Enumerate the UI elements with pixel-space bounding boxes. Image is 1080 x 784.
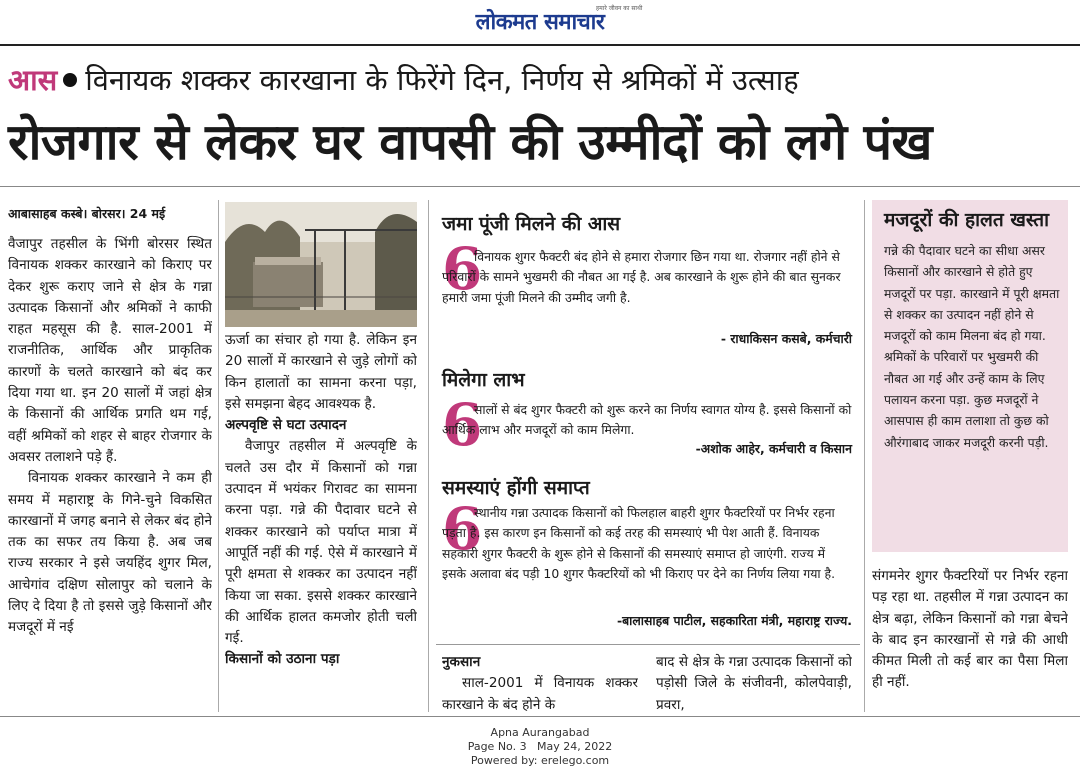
column-divider [864,200,865,712]
column-2 [225,330,417,712]
quote-attribution: - राधाकिसन कसबे, कर्मचारी [720,331,852,346]
kicker-tag: आस [8,63,58,97]
sidebar-text: गन्ने की पैदावार घटने का सीधा असर किसानों और कारखाने से होते हुए मजदूरों पर पड़ा. कारखाने में पूरी क्षमता से शक्कर का उत्पादन नहीं होने से मजदूरों को काम मिलना बंद हो गया. श्रमिकों के परिवारों पर भुखमरी की नौबत आ गई और उन्हें काम के लिए पलायन करना पड़ा. कुछ मजदूरों ने आसपास ही काम तलाशा तो कुछ को औरंगाबाद जाकर मजदूरी करनी पड़ी. [884,243,1060,450]
nuksan-continued [656,652,852,712]
quote-text: स्थानीय गन्ना उत्पादक किसानों को फिलहाल बाहरी शुगर फैक्टरियों पर निर्भर रहना पड़ता है. इस कारण इन किसानों को कई तरह की समस्याएं भी पेश आती हैं. विनायक सहकारी शुगर फैक्टरी के शुरू होने से किसानों की समस्याएं समाप्त हो जाएंगी. राज्य में इसके अलावा बंद पड़ी 10 शुगर फैक्टरियों को भी किराए पर देने का निर्णय लिया गया है. [442,505,836,582]
section-heading: समस्याएं होंगी समाप्त [442,477,590,499]
column-1 [8,234,212,712]
factory-photo [225,202,417,327]
article-paragraph: साल-2001 में विनायक शक्कर कारखाने के बंद होने के [442,675,638,712]
quote-icon: 6 [442,235,483,303]
quote-text: सालों से बंद शुगर फैक्टरी को शुरू करने का निर्णय स्वागत योग्य है. इससे किसानों को आर्थिक लाभ और मजदूरों को काम मिलेगा. [442,402,852,438]
section-heading: जमा पूंजी मिलने की आस [442,213,621,235]
quote-icon: 6 [442,391,483,459]
bottom-rule [0,716,1080,717]
bullet-icon [63,73,77,87]
article-paragraph: बाद से क्षेत्र के गन्ना उत्पादक किसानों को पड़ोसी जिले के संजीवनी, कोलपेवाड़ी, प्रवरा, [656,654,852,712]
column-divider [428,200,429,712]
footer-powered-by: Powered by: erelego.com [470,754,610,767]
logo-tagline: हमारे जीवन का साथी [596,5,643,12]
column-divider [218,200,219,712]
top-rule [0,44,1080,46]
col2-subheading: किसानों को उठाना पड़ा [225,651,340,668]
headline: रोजगार से लेकर घर वापसी की उम्मीदों को लगे पंख [8,113,932,171]
nuksan-block [442,652,638,712]
article-paragraph: ऊर्जा का संचार हो गया है. लेकिन इन 20 सालों में कारखाने से जुड़े लोगों को किन हालातों का सामना करना पड़ा, इसे समझना बेहद आवश्यक है. [225,332,417,412]
headline-rule [0,186,1080,187]
quote-text: विनायक शुगर फैक्टरी बंद होने से हमारा रोजगार छिन गया था. रोजगार नहीं होने से परिवारों के सामने भुखमरी की नौबत आ गई है. अब कारखाने के शुरू होने की बात सुनकर हमारी जमा पूंजी मिलने की उम्मीद जगी है. [442,249,841,305]
sidebar-box [872,200,1068,552]
footer-edition: Apna Aurangabad [490,726,590,739]
column-4-bottom [872,566,1068,712]
article-paragraph: संगमनेर शुगर फैक्टरियों पर निर्भर रहना पड़ रहा था. तहसील में गन्ना उत्पादन का क्षेत्र बढ़ा, लेकिन किसानों को गन्ना बेचने के बाद इन कारखानों से गन्ने की आधी कीमत मिली तो कई बार का पैसा मिला ही नहीं. [872,568,1068,691]
dateline: आबासाहब कस्बे। बोरसर। 24 मई [8,206,166,221]
page-footer [0,726,1080,768]
section-rule [436,644,860,645]
quote-attribution: -अशोक आहेर, कर्मचारी व किसान [695,441,852,456]
quote-icon: 6 [442,495,483,563]
col2-subheading: अल्पवृष्टि से घटा उत्पादन [225,417,347,434]
section-heading: मिलेगा लाभ [442,369,525,391]
masthead [0,0,1080,44]
quote-attribution: -बालासाहब पाटील, सहकारिता मंत्री, महाराष्ट्र राज्य. [616,613,852,628]
kicker [8,60,1072,99]
article-paragraph: वैजापुर तहसील के भिंगी बोरसर स्थित विनायक शक्कर कारखाने को किराए पर देकर शुरू कराए जाने से क्षेत्र के गन्ना उत्पादक किसानों और श्रमिकों ने काफी राहत महसूस की है. साल-2001 में राजनीतिक, आर्थिक और प्राकृतिक कारणों के चलते कारखाने को बंद कर दिया गया था. इन 20 सालों में जहां क्षेत्र के किसानों की आर्थिक प्रगति थम गई, वहीं श्रमिकों को शहर से बाहर रोजगार के अवसर तलाशने पड़े हैं. [8,236,212,465]
article-paragraph: वैजापुर तहसील में अल्पवृष्टि के चलते उस दौर में किसानों को गन्ना उत्पादन में भयंकर गिरावट का सामना करना पड़ा. गन्ने की पैदावार घटने से शक्कर कारखाने को पर्याप्त मात्रा में आपूर्ति नहीं की गई. ऐसे में कारखाने में पूरी क्षमता से शक्कर का उत्पादन नहीं किया जा सका. इससे शक्कर कारखाने की आर्थिक हालत कमजोर होती चली गई. [225,438,417,647]
newspaper-logo: लोकमत समाचार [475,10,605,35]
nuksan-heading: नुकसान [442,654,481,670]
kicker-text: विनायक शक्कर कारखाना के फिरेंगे दिन, निर्णय से श्रमिकों में उत्साह [85,63,799,97]
sidebar-heading: मजदूरों की हालत खस्ता [884,209,1050,231]
footer-page-date: Page No. 3 May 24, 2022 [467,740,613,753]
article-paragraph: विनायक शक्कर कारखाने ने कम ही समय में महाराष्ट्र के गिने-चुने विकसित कारखानों में जगह बनाने से लेकर बंद होने तक का सफर तय किया है. अब जब राज्य सरकार ने इसे जयहिंद शुगर मिल, आचेगांव दक्षिण सोलापुर को चलाने के लिए दे दिया है तो इससे जुड़े किसानों और मजदूरों में नई [8,470,212,636]
